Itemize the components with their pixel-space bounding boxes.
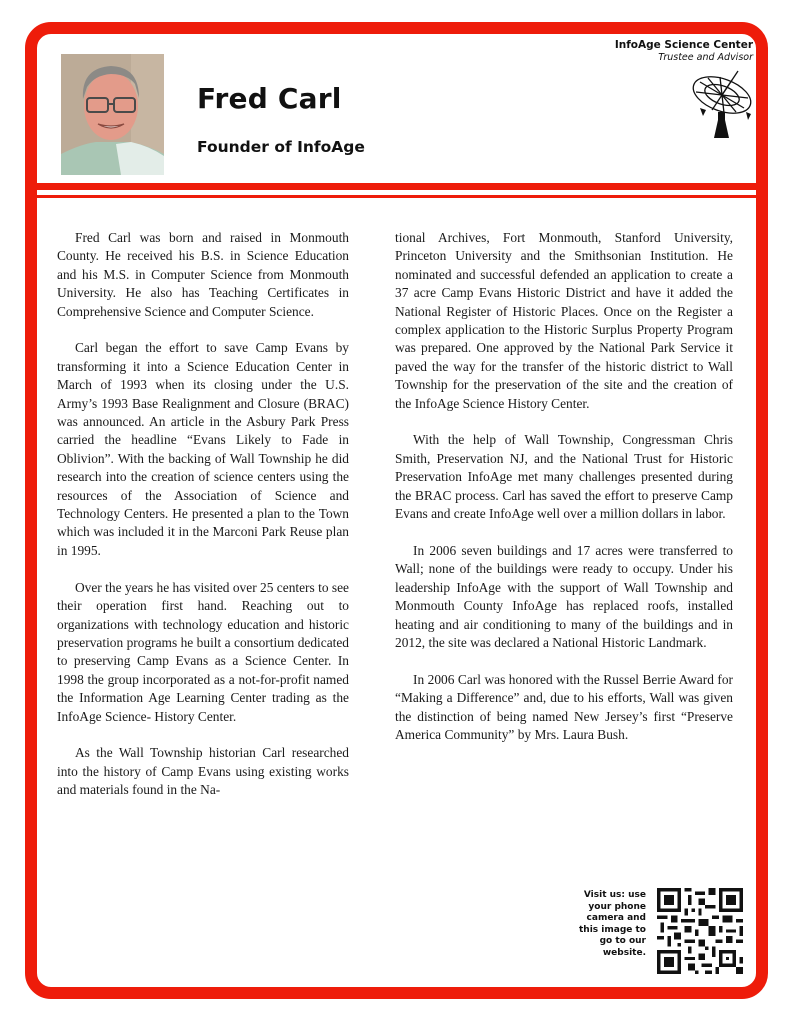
qr-code-icon[interactable] xyxy=(657,888,743,974)
position-title: Trustee and Advisor xyxy=(658,52,753,63)
portrait-illustration xyxy=(61,54,164,175)
organization-name: InfoAge Science Center xyxy=(614,39,753,51)
paragraph-historic-district: tional Archives, Fort Monmouth, Stanford University, Princeton University and the Smithsonian Institution. He nominated and successful defended an application to create a 37 acre Camp Evans Historic District and have it added the National Register of Historic Places. Once on the Register a complex application to the Historic Surplus Property Program was prepared. One approved by the National Park Service it paved the way for the transfer of the historic district to Wall Township for the preservation of the site and the creation of the InfoAge Science History Center. xyxy=(395,230,733,411)
paragraph-early-life: Fred Carl was born and raised in Monmouth County. He received his B.S. in Science Education and his M.S. in Computer Science from Monmouth University. He also has Teaching Certificates in Comprehensive Science and Computer Science. xyxy=(57,230,349,319)
header-divider xyxy=(25,183,768,190)
header-divider-thin xyxy=(25,195,768,198)
paragraph-brac-process: With the help of Wall Township, Congressman Chris Smith, Preservation NJ, and the National Trust for Historic Preservation InfoAge met many challenges presented during the BRAC process. Carl has saved the effort to preserve Camp Evans and create InfoAge well over a million dollars in labor. xyxy=(395,432,733,522)
person-name: Fred Carl xyxy=(197,82,342,115)
body-column-right xyxy=(395,229,733,763)
paragraph-award: In 2006 Carl was honored with the Russel Berrie Award for “Making a Difference” and, due to his efforts, Wall was given the distinction of being named New Jersey’s first “Preserve America Community” by Mrs. Laura Bush. xyxy=(395,671,733,742)
paragraph-camp-evans: Carl began the effort to save Camp Evans by transforming it into a Science Education Center in March of 1993 when its closing under the U.S. Army’s 1993 Base Realignment and Closure (BRAC) was announced. An article in the Asbury Park Press carried the headline “Evans Likely to Fade in Oblivion”. With the backing of Wall Township he did research into the creation of science centers using the resources of the Association of Science and Technology Centers. He presented a plan to the Town which was included it in the Marconi Park Reuse plan in 1995. xyxy=(57,340,349,558)
body-column-left xyxy=(57,229,349,818)
satellite-dish-icon xyxy=(688,68,756,140)
qr-caption: Visit us: use your phone camera and this image to go to our website. xyxy=(579,890,646,958)
person-role: Founder of InfoAge xyxy=(197,138,365,156)
paragraph-buildings: In 2006 seven buildings and 17 acres were transferred to Wall; none of the buildings were ready to occupy. Under his leadership InfoAge with the support of Wall Township and Monmouth County InfoAge has replaced roofs, installed heating and air conditioning to many of the buildings and in 2012, the site was declared a National Historic Landmark. xyxy=(395,542,733,650)
paragraph-historian: As the Wall Township historian Carl researched into the history of Camp Evans using existing works and materials found in the Na- xyxy=(57,745,349,798)
paragraph-consortium: Over the years he has visited over 25 centers to see their operation first hand. Reaching out to organizations with technology education and historic preservation programs he built a consortium dedicated to preserving Camp Evans as a Science Center. In 1998 the group incorporated as a not-for-profit named the Information Age Learning Center trading as the InfoAge Science- History Center. xyxy=(57,579,349,724)
organization-block xyxy=(615,39,753,64)
portrait-photo xyxy=(61,54,164,175)
